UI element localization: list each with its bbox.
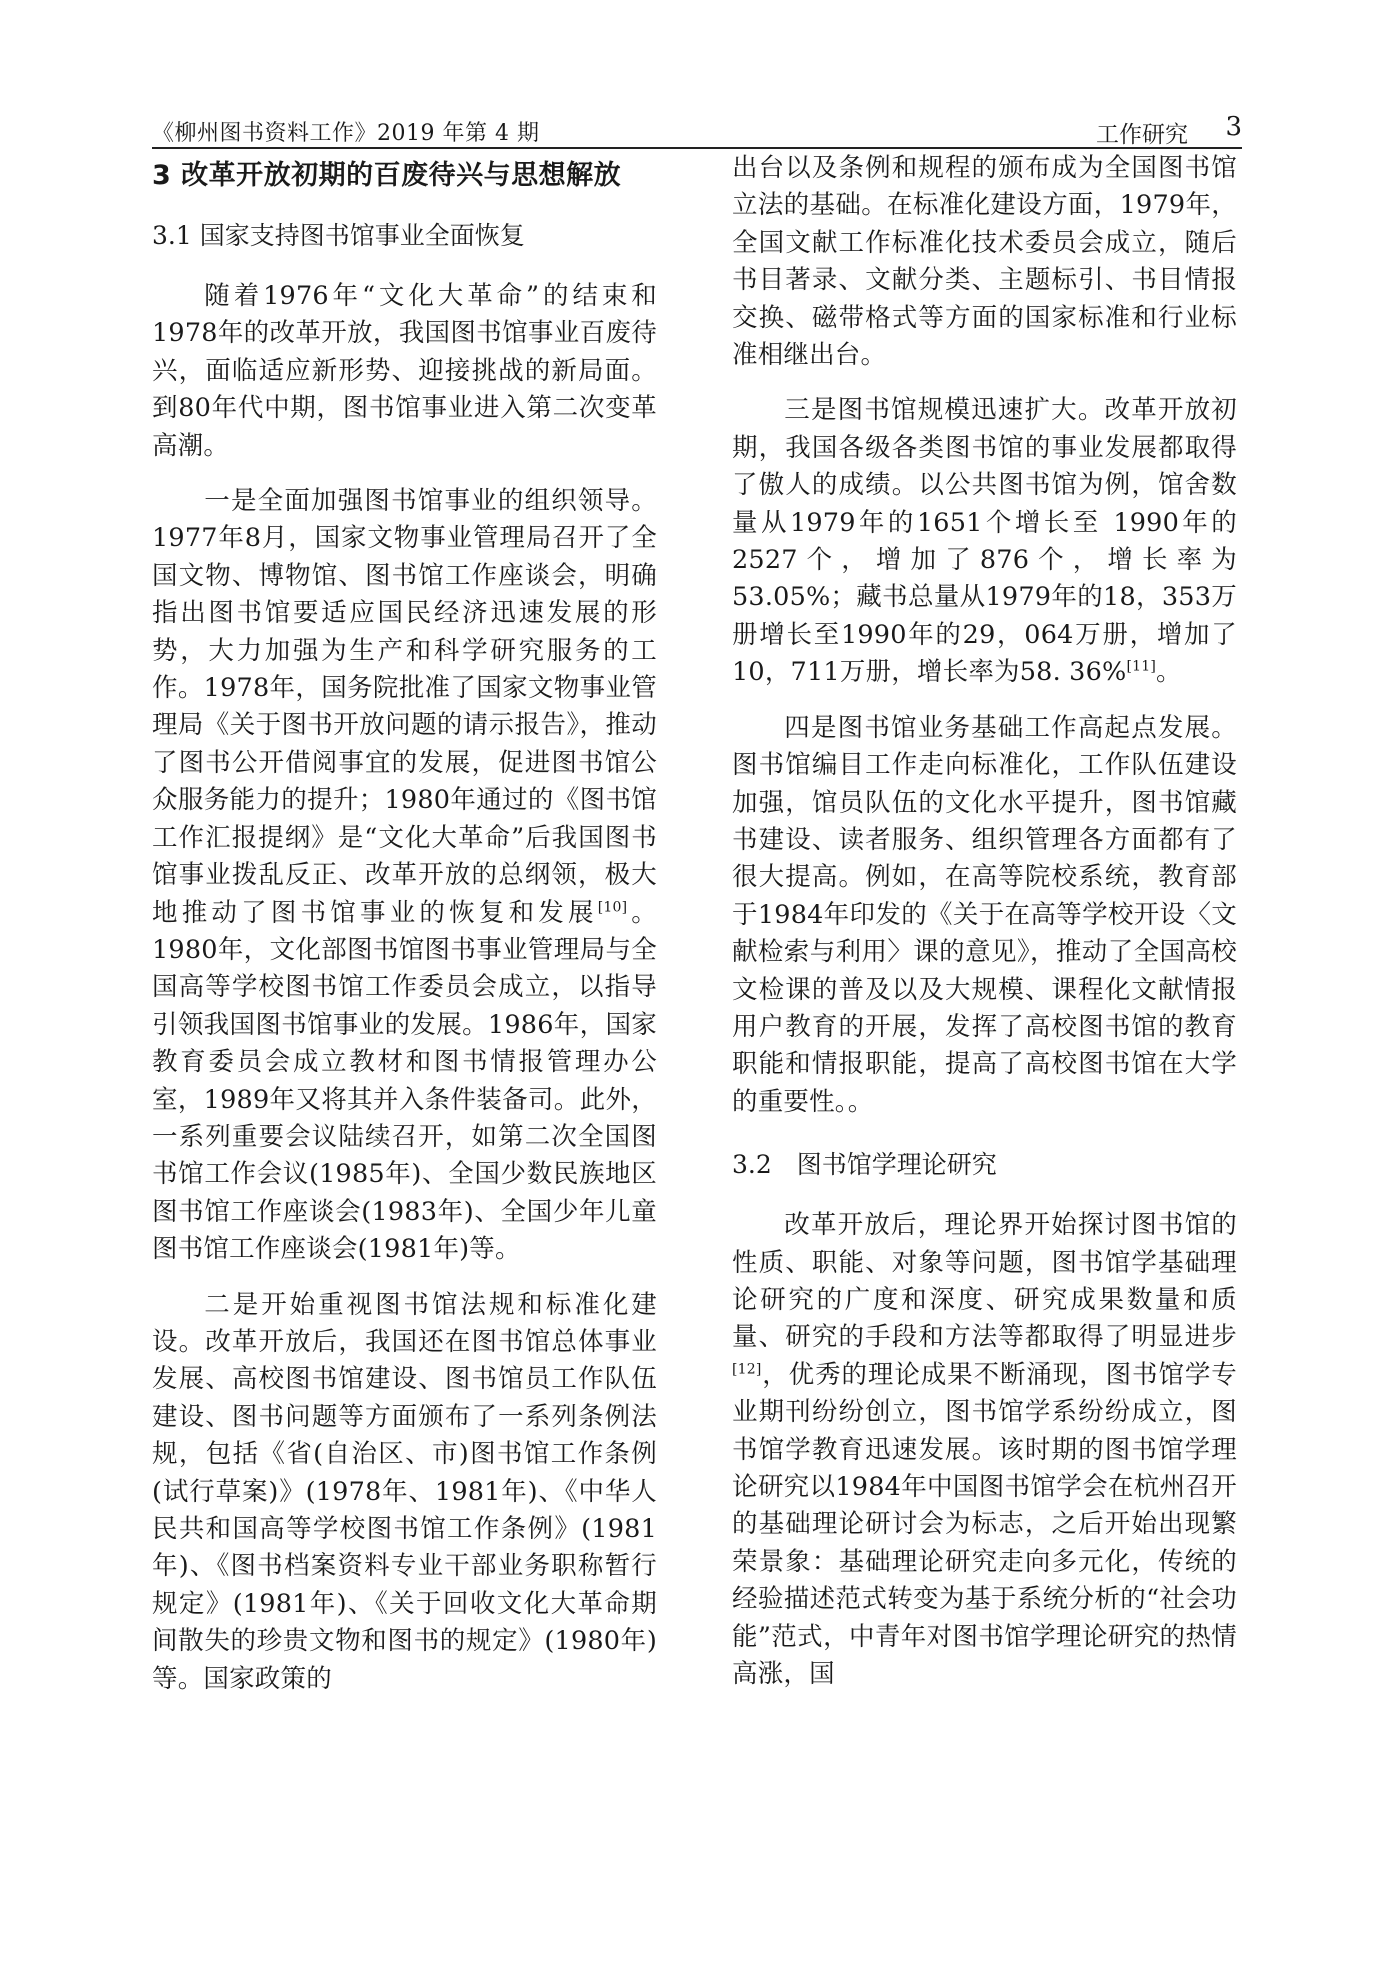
subsection-heading: 3.2 图书馆学理论研究 [732,1150,997,1180]
paragraph-text: 三是图书馆规模迅速扩大。改革开放初期，我国各级各类图书馆的事业发展都取得了傲人的成绩。以公共图书馆为例，馆舍数量从1979年的1651个增长至 1990年的2527个，增加了876个，增长率为 53.05%；藏书总量从1979年的18，353万册增长至1990年的29，064万册，增加了10，711万册，增长率为58. 36% [732,395,1237,688]
paragraph [152,483,657,1269]
citation: [11] [1126,658,1157,675]
paragraph [732,1207,1237,1693]
paragraph-text: 。1980年，文化部图书馆图书事业管理局与全国高等学校图书馆工作委员会成立，以指导引领我国图书馆事业的发展。1986年，国家教育委员会成立教材和图书情报管理办公室，1989年又将其并入条件装备司。此外，一系列重要会议陆续召开，如第二次全国图书馆工作会议(1985年)、全国少数民族地区图书馆工作座谈会(1983年)、全国少年儿童图书馆工作座谈会(1981年)等。 [152,897,657,1265]
paragraph-text: 一是全面加强图书馆事业的组织领导。1977年8月，国家文物事业管理局召开了全国文物、博物馆、图书馆工作座谈会，明确指出图书馆要适应国民经济迅速发展的形势，大力加强为生产和科学研究服务的工作。1978年，国务院批准了国家文物事业管理局《关于图书开放问题的请示报告》，推动了图书公开借阅事宜的发展，促进图书馆公众服务能力的提升；1980年通过的《图书馆工作汇报提纲》是“文化大革命”后我国图书馆事业拨乱反正、改革开放的总纲领，极大地推动了图书馆事业的恢复和发展 [152,486,657,928]
section-heading: 3 改革开放初期的百废待兴与思想解放 [152,160,622,191]
paragraph-text: 改革开放后，理论界开始探讨图书馆的性质、职能、对象等问题，图书馆学基础理论研究的广度和深度、研究成果数量和质量、研究的手段和方法等都取得了明显进步 [732,1210,1237,1353]
paragraph: 出台以及条例和规程的颁布成为全国图书馆立法的基础。在标准化建设方面，1979年，全国文献工作标准化技术委员会成立，随后书目著录、文献分类、主题标引、书目情报交换、磁带格式等方面的国家标准和行业标准相继出台。 [732,153,1237,371]
paragraph-text: 。 [1156,657,1182,688]
paragraph-text: ，优秀的理论成果不断涌现，图书馆学专业期刊纷纷创立，图书馆学系纷纷成立，图书馆学教育迅速发展。该时期的图书馆学理论研究以1984年中国图书馆学会在杭州召开的基础理论研讨会为标志，之后开始出现繁荣景象：基础理论研究走向多元化，传统的经验描述范式转变为基于系统分析的“社会功能”范式，中青年对图书馆学理论研究的热情高涨，国 [732,1359,1237,1690]
left-column [152,150,657,1716]
subsection-heading: 3.1 国家支持图书馆事业全面恢复 [152,221,525,250]
paragraph: 随着1976年“文化大革命”的结束和1978年的改革开放，我国图书馆事业百废待兴，面临适应新形势、迎接挑战的新局面。到80年代中期，图书馆事业进入第二次变革高潮。 [152,281,657,461]
page-header [152,110,1242,150]
section-label: 工作研究 [1096,122,1188,148]
citation: [12] [732,1361,762,1378]
page-number: 3 [1225,112,1242,142]
paragraph [732,392,1237,691]
paragraph: 二是开始重视图书馆法规和标准化建设。改革开放后，我国还在图书馆总体事业发展、高校图书馆建设、图书馆员工作队伍建设、图书问题等方面颁布了一系列条例法规，包括《省(自治区、市)图书馆工作条例 (试行草案)》(1978年、1981年)、《中华人民共和国高等学校图书馆工作条例》(1981年)、《图书档案资料专业干部业务职称暂行规定》(1981年)、《关于回收文化大革命期间散失的珍贵文物和图书的规定》(1980年)等。国家政策的 [152,1289,657,1694]
journal-title: 《柳州图书资料工作》2019 年第 4 期 [152,121,540,146]
citation: [10] [597,899,628,915]
header-rule [152,147,1242,149]
paragraph: 四是图书馆业务基础工作高起点发展。图书馆编目工作走向标准化，工作队伍建设加强，馆员队伍的文化水平提升，图书馆藏书建设、读者服务、组织管理各方面都有了很大提高。例如，在高等院校系统，教育部于1984年印发的《关于在高等学校开设〈文献检索与利用〉课的意见》，推动了全国高校文检课的普及以及大规模、课程化文献情报用户教育的开展，发挥了高校图书馆的教育职能和情报职能，提高了高校图书馆在大学的重要性。。 [732,712,1237,1117]
right-column [732,150,1237,1711]
